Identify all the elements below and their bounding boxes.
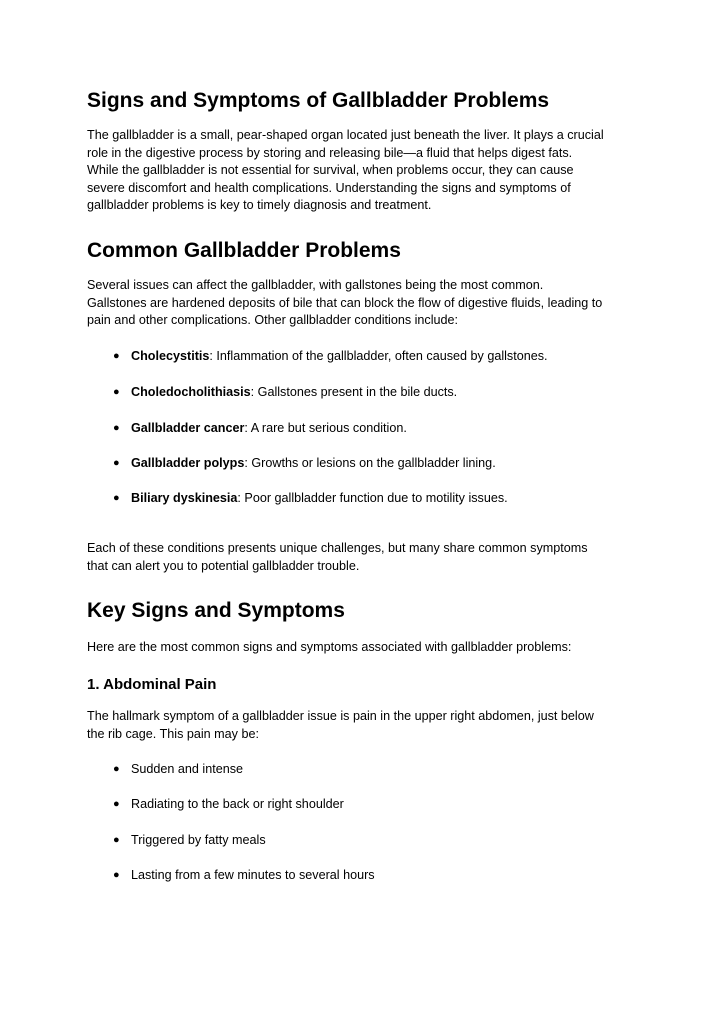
list-item-desc: : Inflammation of the gallbladder, often caused by gallstones.: [209, 349, 548, 363]
list-item-text: Radiating to the back or right shoulder: [131, 797, 344, 811]
key-intro: Here are the most common signs and symptoms associated with gallbladder problems:: [87, 640, 572, 654]
paragraph-line: that can alert you to potential gallbladder trouble.: [87, 558, 360, 573]
bullet-icon: ●: [113, 457, 120, 469]
paragraph-line: Each of these conditions presents unique challenges, but many share common symptoms: [87, 541, 588, 555]
abdominal-pain-paragraph: [87, 708, 647, 743]
list-item-text: Triggered by fatty meals: [131, 833, 266, 847]
list-item-desc: : Growths or lesions on the gallbladder lining.: [244, 456, 496, 470]
list-item-text: Lasting from a few minutes to several hours: [131, 868, 375, 882]
list-item-text: Sudden and intense: [131, 762, 244, 776]
paragraph-line: Several issues can affect the gallbladder, with gallstones being the most common.: [87, 278, 544, 292]
section-heading-common: Common Gallbladder Problems: [87, 239, 401, 262]
intro-paragraph: [87, 127, 647, 215]
bullet-icon: ●: [113, 386, 120, 398]
sub-heading-abdominal-pain: 1. Abdominal Pain: [87, 676, 217, 693]
list-item-term: Choledocholithiasis: [131, 385, 251, 399]
page-title: Signs and Symptoms of Gallbladder Problems: [87, 89, 550, 112]
list-item-desc: : A rare but serious condition.: [244, 421, 407, 435]
common-paragraph: [87, 277, 647, 330]
bullet-icon: ●: [113, 763, 120, 775]
intro-line: The gallbladder is a small, pear-shaped organ located just beneath the liver. It plays a crucial: [87, 128, 604, 142]
intro-line: role in the digestive process by storing and releasing bile—a fluid that helps digest fats.: [87, 145, 573, 160]
bullet-icon: ●: [113, 422, 120, 434]
bullet-icon: ●: [113, 492, 120, 504]
bullet-icon: ●: [113, 798, 120, 810]
paragraph-line: the rib cage. This pain may be:: [87, 726, 259, 741]
list-item-term: Gallbladder cancer: [131, 421, 245, 435]
paragraph-line: Gallstones are hardened deposits of bile that can block the flow of digestive fluids, leading to: [87, 295, 603, 310]
intro-line: gallbladder problems is key to timely diagnosis and treatment.: [87, 198, 432, 213]
intro-line: severe discomfort and health complications. Understanding the signs and symptoms of: [87, 180, 571, 195]
intro-line: While the gallbladder is not essential for survival, when problems occur, they can cause: [87, 163, 574, 178]
list-item-term: Gallbladder polyps: [131, 456, 245, 470]
list-item-desc: : Gallstones present in the bile ducts.: [250, 385, 458, 399]
list-item-desc: : Poor gallbladder function due to motility issues.: [237, 491, 508, 505]
bullet-icon: ●: [113, 834, 120, 846]
paragraph-line: The hallmark symptom of a gallbladder issue is pain in the upper right abdomen, just below: [87, 709, 594, 723]
list-item-term: Biliary dyskinesia: [131, 491, 238, 505]
paragraph-line: pain and other complications. Other gallbladder conditions include:: [87, 313, 459, 328]
bullet-icon: ●: [113, 869, 120, 881]
list-item-term: Cholecystitis: [131, 349, 210, 363]
section-heading-key: Key Signs and Symptoms: [87, 599, 345, 622]
bullet-icon: ●: [113, 350, 120, 362]
closing-paragraph: [87, 540, 647, 575]
